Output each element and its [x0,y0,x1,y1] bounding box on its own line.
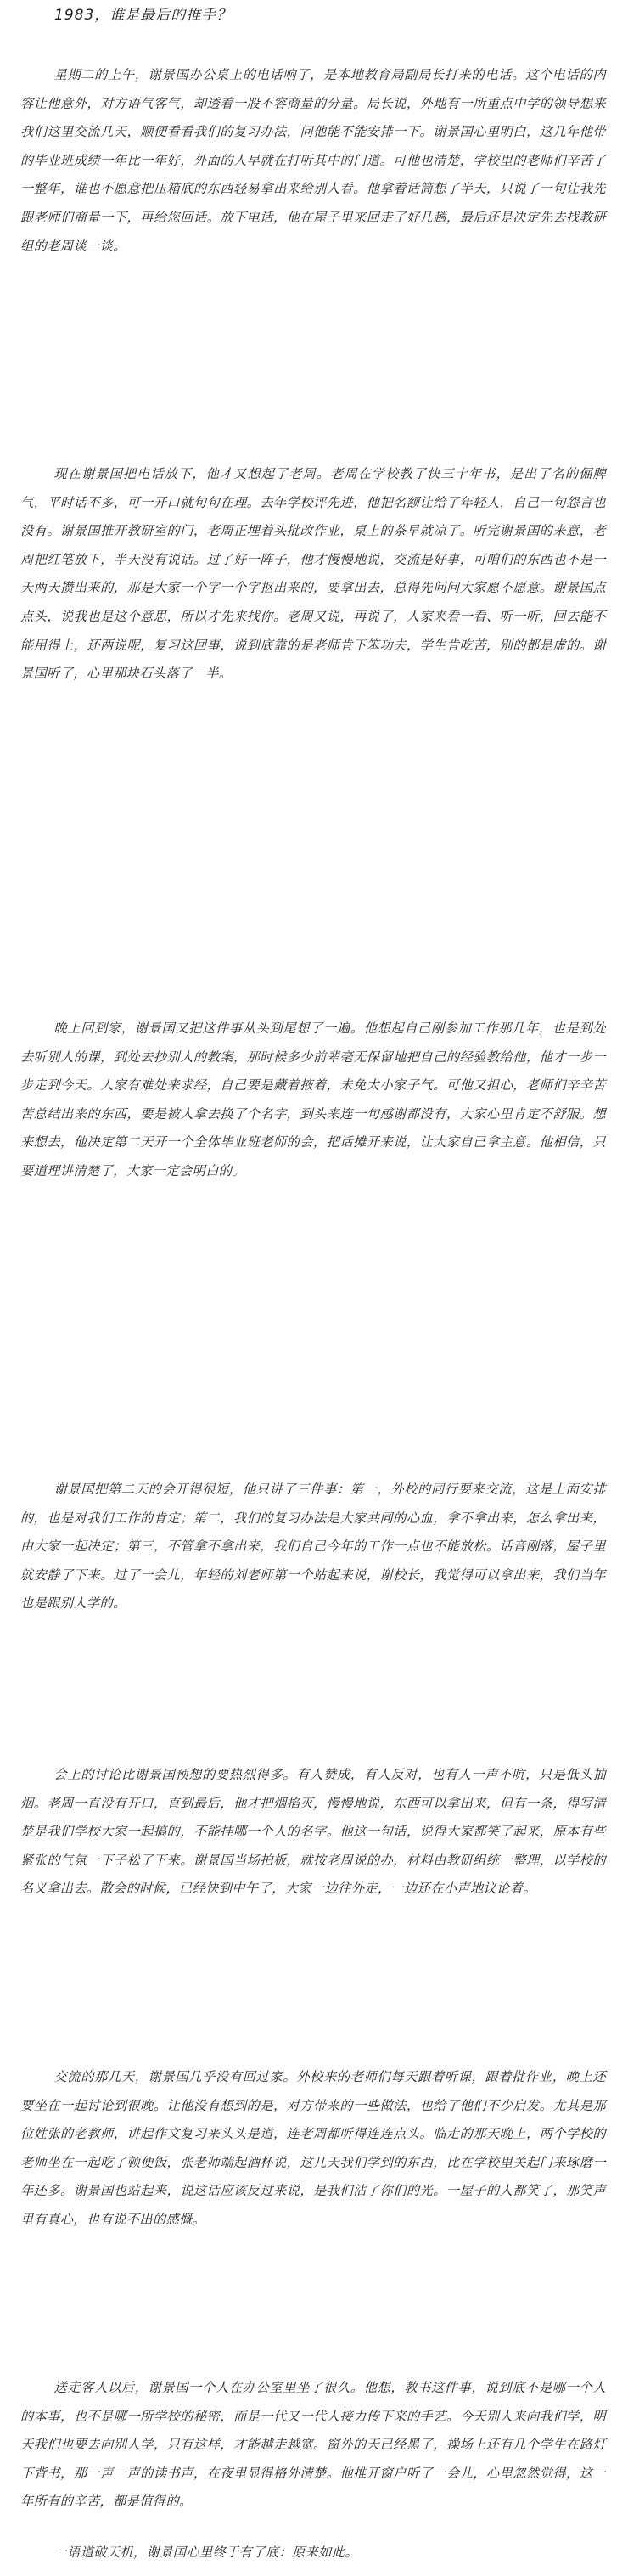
document-title: 1983，谁是最后的推手？ [54,7,233,24]
paragraph-8: 一语道破天机，谢景国心里终于有了底：原来如此。 [53,2545,359,2560]
paragraph-2: 现在谢景国把电话放下，他才又想起了老周。老周在学校教了快三十年书，是出了名的倔脾气，平时话不多，可一开口就句句在理。去年学校评先进，他把名额让给了年轻人，自己一句怨言也没有。谢景国推开教研室的门，老周正埋着头批改作业，桌上的茶早就凉了。听完谢景国的来意，老周把红笔放下，半天没有说话。过了好一阵子，他才慢慢地说，交流是好事，可咱们的东西也不是一天两天攒出来的，那是大家一个字一个字抠出来的，要拿出去，总得先问问大家愿不愿意。谢景国点点头，说我也是这个意思，所以才先来找你。老周又说，再说了，人家来看一看、听一听，回去能不能用得上，还两说呢，复习这回事，说到底靠的是老师肯下笨功夫，学生肯吃苦，别的都是虚的。谢景国听了，心里那块石头落了一半。 [20,466,606,682]
paragraph-1: 星期二的上午，谢景国办公桌上的电话响了，是本地教育局副局长打来的电话。这个电话的内容让他意外，对方语气客气，却透着一股不容商量的分量。局长说，外地有一所重点中学的领导想来我们这里交流几天，顺便看看我们的复习办法，问他能不能安排一下。谢景国心里明白，这几年他带的毕业班成绩一年比一年好，外面的人早就在打听其中的门道。可他也清楚，学校里的老师们辛苦了一整年，谁也不愿意把压箱底的东西轻易拿出来给别人看。他拿着话筒想了半天，只说了一句让我先跟老师们商量一下，再给您回话。放下电话，他在屋子里来回走了好几趟，最后还是决定先去找教研组的老周谈一谈。 [20,67,606,254]
paragraph-3: 晚上回到家，谢景国又把这件事从头到尾想了一遍。他想起自己刚参加工作那几年，也是到处去听别人的课，到处去抄别人的教案，那时候多少前辈毫无保留地把自己的经验教给他，他才一步一步走到今天。人家有难处来求经，自己要是藏着掖着，未免太小家子气。可他又担心，老师们辛辛苦苦总结出来的东西，要是被人拿去换了个名字，到头来连一句感谢都没有，大家心里肯定不舒服。想来想去，他决定第二天开一个全体毕业班老师的会，把话摊开来说，让大家自己拿主意。他相信，只要道理讲清楚了，大家一定会明白的。 [20,1021,606,1178]
paragraph-4: 谢景国把第二天的会开得很短，他只讲了三件事：第一，外校的同行要来交流，这是上面安排的，也是对我们工作的肯定；第二，我们的复习办法是大家共同的心血，拿不拿出来，怎么拿出来，由大家一起决定；第三，不管拿不拿出来，我们自己今年的工作一点也不能放松。话音刚落，屋子里就安静了下来。过了一会儿，年轻的刘老师第一个站起来说，谢校长，我觉得可以拿出来，我们当年也是跟别人学的。 [20,1482,606,1611]
paragraph-5: 会上的讨论比谢景国预想的要热烈得多。有人赞成，有人反对，也有人一声不吭，只是低头抽烟。老周一直没有开口，直到最后，他才把烟掐灭，慢慢地说，东西可以拿出来，但有一条，得写清楚是我们学校大家一起搞的，不能挂哪一个人的名字。他这一句话，说得大家都笑了起来，原本有些紧张的气氛一下子松了下来。谢景国当场拍板，就按老周说的办，材料由教研组统一整理，以学校的名义拿出去。散会的时候，已经快到中午了，大家一边往外走，一边还在小声地议论着。 [20,1767,606,1897]
paragraph-7: 送走客人以后，谢景国一个人在办公室里坐了很久。他想，教书这件事，说到底不是哪一个人的本事，也不是哪一所学校的秘密，而是一代又一代人接力传下来的手艺。今天别人来向我们学，明天我们也要去向别人学，只有这样，才能越走越宽。窗外的天已经黑了，操场上还有几个学生在路灯下背书，那一声一声的读书声，在夜里显得格外清楚。他推开窗户听了一会儿，心里忽然觉得，这一年所有的辛苦，都是值得的。 [20,2380,606,2510]
paragraph-6: 交流的那几天，谢景国几乎没有回过家。外校来的老师们每天跟着听课，跟着批作业，晚上还要坐在一起讨论到很晚。让他没有想到的是，对方带来的一些做法，也给了他们不少启发。尤其是那位姓张的老教师，讲起作文复习来头头是道，连老周都听得连连点头。临走的那天晚上，两个学校的老师坐在一起吃了顿便饭，张老师端起酒杯说，这几天我们学到的东西，比在学校里关起门来琢磨一年还多。谢景国也站起来，说这话应该反过来说，是我们沾了你们的光。一屋子的人都笑了，那笑声里有真心，也有说不出的感慨。 [20,2069,606,2227]
